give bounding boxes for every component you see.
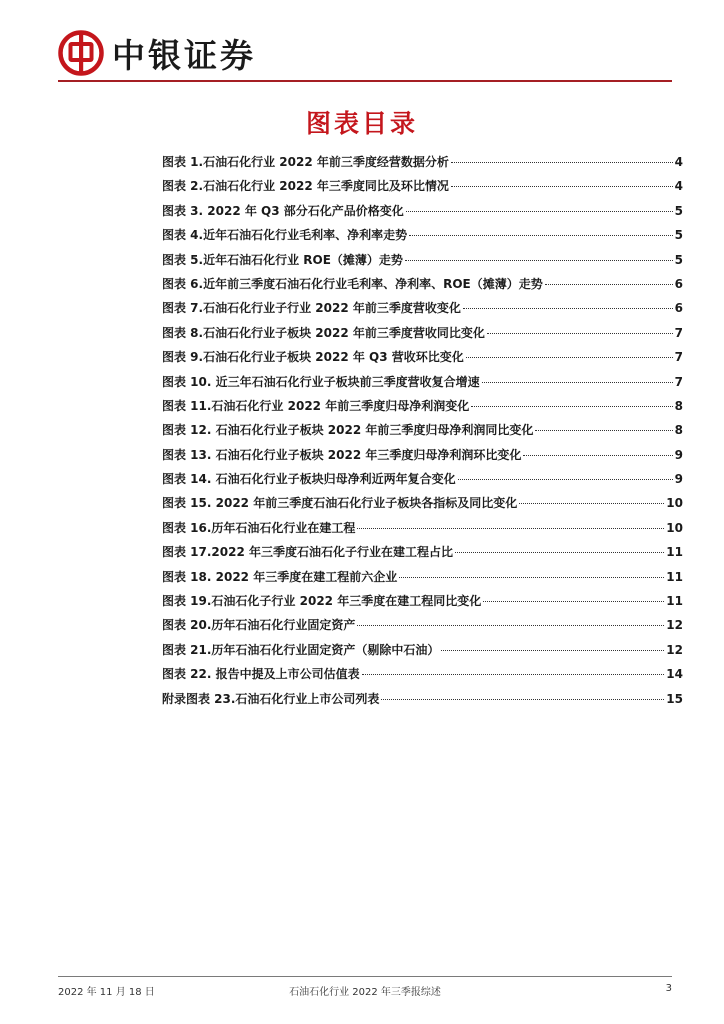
toc-leader-dots (545, 284, 673, 285)
toc-entry[interactable] (162, 397, 683, 421)
toc-leader-dots (466, 357, 673, 358)
toc-leader-dots (483, 601, 664, 602)
page-title: 图表目录 (305, 109, 418, 138)
toc-entry[interactable] (162, 299, 683, 323)
toc-entry[interactable] (162, 348, 683, 372)
toc-entry[interactable] (162, 421, 683, 445)
toc-leader-dots (405, 260, 673, 261)
toc-leader-dots (451, 186, 673, 187)
toc-entry-page[interactable]: 9 (674, 447, 683, 462)
toc-leader-dots (451, 162, 673, 163)
toc-entry-page[interactable]: 7 (674, 374, 683, 389)
toc-entry-label[interactable]: 图表 14. 石油石化行业子板块归母净利近两年复合变化 (162, 472, 456, 487)
bank-of-china-logo-icon (58, 30, 104, 76)
toc-entry[interactable] (162, 226, 683, 250)
toc-entry[interactable] (162, 641, 683, 665)
toc-entry[interactable] (162, 153, 683, 177)
toc-leader-dots (519, 503, 664, 504)
toc-entry-label[interactable]: 图表 2.石油石化行业 2022 年三季度同比及环比情况 (162, 179, 449, 194)
toc-leader-dots (471, 406, 672, 407)
brand-name: 中银证券 (112, 35, 256, 75)
toc-entry-page[interactable]: 14 (666, 667, 683, 682)
footer-report-title: 石油石化行业 2022 年三季报综述 (289, 987, 441, 998)
toc-entry-page[interactable]: 10 (666, 496, 683, 511)
toc-entry-label[interactable]: 图表 17.2022 年三季度石油石化子行业在建工程占比 (162, 545, 454, 560)
toc-entry-label[interactable]: 图表 19.石油石化子行业 2022 年三季度在建工程同比变化 (162, 594, 482, 609)
toc-entry[interactable] (162, 690, 683, 714)
toc-entry-label[interactable]: 图表 9.石油石化行业子板块 2022 年 Q3 营收环比变化 (162, 350, 464, 365)
toc-entry-label[interactable]: 图表 11.石油石化行业 2022 年前三季度归母净利润变化 (162, 398, 470, 413)
toc-entry-label[interactable]: 附录图表 23.石油石化行业上市公司列表 (162, 691, 380, 706)
toc-entry-page[interactable]: 11 (666, 569, 683, 584)
toc-entry[interactable] (162, 616, 683, 640)
toc-leader-dots (399, 577, 664, 578)
toc-entry-label[interactable]: 图表 1.石油石化行业 2022 年前三季度经营数据分析 (162, 155, 449, 169)
toc-entry-label[interactable]: 图表 6.近年前三季度石油石化行业毛利率、净利率、ROE（摊薄）走势 (162, 276, 543, 291)
footer-date: 2022 年 11 月 18 日 (58, 987, 155, 998)
toc-entry[interactable] (162, 519, 683, 543)
toc-entry-page[interactable]: 11 (666, 545, 683, 560)
toc-entry-label[interactable]: 图表 3. 2022 年 Q3 部分石化产品价格变化 (162, 203, 404, 218)
toc-entry-label[interactable]: 图表 4.近年石油石化行业毛利率、净利率走势 (162, 228, 408, 243)
toc-entry-label[interactable]: 图表 12. 石油石化行业子板块 2022 年前三季度归母净利润同比变化 (162, 423, 534, 438)
toc-entry-label[interactable]: 图表 22. 报告中提及上市公司估值表 (162, 667, 360, 682)
toc-entry-page[interactable]: 4 (674, 179, 683, 194)
footer-divider (58, 976, 672, 977)
toc-entry-label[interactable]: 图表 8.石油石化行业子板块 2022 年前三季度营收同比变化 (162, 325, 485, 340)
page-header (58, 30, 256, 76)
toc-entry-page[interactable]: 7 (674, 350, 683, 365)
toc-entry-page[interactable]: 12 (666, 642, 683, 657)
toc-entry[interactable] (162, 543, 683, 567)
toc-entry-page[interactable]: 6 (674, 276, 683, 291)
toc-entry-label[interactable]: 图表 18. 2022 年三季度在建工程前六企业 (162, 569, 398, 584)
toc-entry-page[interactable]: 11 (666, 594, 683, 609)
toc-entry-page[interactable]: 9 (674, 472, 683, 487)
toc-entry-page[interactable]: 5 (674, 203, 683, 218)
toc-entry-label[interactable]: 图表 21.历年石油石化行业固定资产（剔除中石油） (162, 642, 440, 657)
toc-entry[interactable] (162, 177, 683, 201)
toc-entry[interactable] (162, 373, 683, 397)
toc-leader-dots (406, 211, 673, 212)
toc-leader-dots (463, 308, 673, 309)
toc-entry[interactable] (162, 202, 683, 226)
toc-entry-page[interactable]: 6 (674, 301, 683, 316)
toc-leader-dots (482, 382, 673, 383)
toc-entry-page[interactable]: 5 (674, 228, 683, 243)
toc-leader-dots (535, 430, 672, 431)
toc-entry-page[interactable]: 8 (674, 398, 683, 413)
toc-entry[interactable] (162, 494, 683, 518)
toc-entry-page[interactable]: 10 (666, 520, 683, 535)
toc-leader-dots (381, 699, 664, 700)
toc-leader-dots (523, 455, 672, 456)
toc-entry-page[interactable]: 8 (674, 423, 683, 438)
toc-leader-dots (409, 235, 673, 236)
toc-entry-page[interactable]: 4 (674, 155, 683, 169)
toc-leader-dots (441, 650, 664, 651)
toc-leader-dots (362, 674, 665, 675)
toc-entry-label[interactable]: 图表 10. 近三年石油石化行业子板块前三季度营收复合增速 (162, 374, 480, 389)
toc-entry-page[interactable]: 15 (666, 691, 683, 706)
toc-entry[interactable] (162, 275, 683, 299)
toc-entry[interactable] (162, 324, 683, 348)
toc-entry-label[interactable]: 图表 13. 石油石化行业子板块 2022 年三季度归母净利润环比变化 (162, 447, 522, 462)
toc-leader-dots (455, 552, 664, 553)
toc-entry[interactable] (162, 592, 683, 616)
toc-entry-page[interactable]: 7 (674, 325, 683, 340)
toc-entry[interactable] (162, 446, 683, 470)
toc-entry[interactable] (162, 568, 683, 592)
toc-leader-dots (357, 528, 664, 529)
toc-entry[interactable] (162, 251, 683, 275)
toc-entry[interactable] (162, 470, 683, 494)
toc-entry-label[interactable]: 图表 7.石油石化行业子行业 2022 年前三季度营收变化 (162, 301, 461, 316)
toc-entry[interactable] (162, 665, 683, 689)
table-of-figures (162, 153, 683, 714)
toc-entry-page[interactable]: 12 (666, 618, 683, 633)
toc-leader-dots (487, 333, 673, 334)
toc-leader-dots (357, 625, 664, 626)
toc-entry-label[interactable]: 图表 16.历年石油石化行业在建工程 (162, 520, 356, 535)
toc-entry-page[interactable]: 5 (674, 252, 683, 267)
toc-entry-label[interactable]: 图表 20.历年石油石化行业固定资产 (162, 618, 356, 633)
page-footer (58, 983, 672, 999)
header-divider (58, 80, 672, 82)
toc-entry-label[interactable]: 图表 5.近年石油石化行业 ROE（摊薄）走势 (162, 252, 403, 267)
toc-leader-dots (458, 479, 673, 480)
toc-entry-label[interactable]: 图表 15. 2022 年前三季度石油石化行业子板块各指标及同比变化 (162, 496, 518, 511)
footer-page-number: 3 (665, 983, 672, 994)
